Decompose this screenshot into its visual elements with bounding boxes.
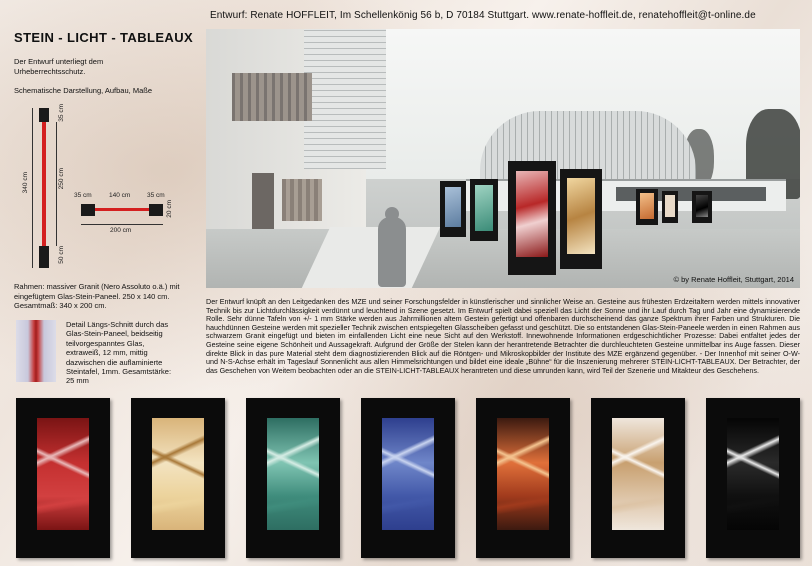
red-marble-stone-panel <box>37 418 89 530</box>
schematic-title: Schematische Darstellung, Aufbau, Maße <box>14 86 152 95</box>
section-right-block <box>149 204 163 216</box>
stele-top-block <box>39 108 49 122</box>
tableau-6 <box>591 398 685 558</box>
stele-bottom-block <box>39 246 49 268</box>
dim-top-35: 35 cm <box>58 104 65 122</box>
section-left-block <box>81 204 95 216</box>
scene-stele-4 <box>560 169 602 269</box>
dim-right-35: 35 cm <box>147 192 165 199</box>
description-text: Der Entwurf knüpft an den Leitgedanken des MZE und seiner Forschungsfelder in künstlerischer und sinnlicher Weise an. Gesteine aus frühesten Erdzeitaltern werden mittels innovativer Technik bis zur Lichtdurchlässigkeit verdünnt und leuchtend in Szene gesetzt. Im Entwurf spielt dabei speziell das Licht der Sonne und ihr Lauf durch Tag und Jahr eine dynamisierende Rolle. Sehr dünne Tafeln von +/- 1 mm Stärke werden aus Jahrmillionen altem Gestein gefertigt und offenbaren durchscheinend das ganze Spektrum ihrer Farben und Strukturen. Die hauchdünnen Gesteine werden mit spezieller Technik zwischen entspiegelten Glasscheiben gefasst und geschützt. Die so entstandenen Glas-Stein-Paneele werden in einen Rahmen aus schwarzem Granit eingefügt und bieten im einfallenden Licht eine neue Sicht auf den Werkstoff. Innewohnende Informationen erdgeschichtlicher Prozesse: Dabei entfaltet jedes der Gesteine seine eigene Schönheit und Aussagekraft. Aufgrund der Größe der Stelen kann der herantretende Betrachter die durchleuchteten Gesteine unmittelbar ins Auge fassen. Dieser direkte Blick in das pure Material steht dem diagnostizierenden Blick auf die Röntgen- und Mikroskopbilder der Institute des MZE ergänzend gegenüber. - Der Innenhof mit seiner O-W- und N-S-Achse erhält im Tageslauf Sonnenlicht aus allen Himmelsrichtungen und bildet eine ideale „Bühne“ für die Inszenierung mehrerer STEIN-LICHT-TABLEAUX. Der Betrachter, der das Geschehen von Weitem beobachten oder an die STEIN-LICHT-TABLEAUX herantreten und diese umrunden kann, wird Teil der Szenerie und Mitakteur des Geschehens. <box>206 297 800 375</box>
dim-bottom-50: 50 cm <box>58 246 65 264</box>
scene-stele-6 <box>662 191 678 223</box>
dim-depth-20: 20 cm <box>166 200 173 218</box>
sunset-onyx-stone-panel <box>497 418 549 530</box>
tableau-4 <box>361 398 455 558</box>
section-panel <box>95 208 149 211</box>
frame-description: Rahmen: massiver Granit (Nero Assoluto o.ä.) mit eingefügtem Glas-Stein-Paneel. 250 x 140 cm. Gesamtmaß: 340 x 200 cm. <box>14 282 180 310</box>
dim-center-140: 140 cm <box>109 192 131 199</box>
black-marble-stone-panel <box>727 418 779 530</box>
scene-stele-1 <box>440 181 466 237</box>
tableau-7 <box>706 398 800 558</box>
tableau-3 <box>246 398 340 558</box>
blue-sodalite-stone-panel <box>382 418 434 530</box>
scene-stele-3 <box>508 161 556 275</box>
detail-description: Detail Längs-Schnitt durch das Glas-Stein-Paneel, beidseitig teilvorgespanntes Glas, extraweiß, 12 mm, mittig dazwischen die auflaminierte Steintafel, 1mm. Gesamtstärke: 25 mm <box>66 320 172 386</box>
header-contact: Entwurf: Renate HOFFLEIT, Im Schellenkönig 56 b, D 70184 Stuttgart. www.renate-hoffleit.de, renatehoffleit@t-online.de <box>210 10 756 21</box>
dim-left-35: 35 cm <box>74 192 92 199</box>
stele-panel <box>42 122 46 246</box>
white-marble-stone-panel <box>612 418 664 530</box>
detail-section-image <box>16 320 56 382</box>
tableau-5 <box>476 398 570 558</box>
tableau-1 <box>16 398 110 558</box>
dim-mid-250: 250 cm <box>58 168 65 190</box>
copyright-note: Der Entwurf unterliegt dem Urheberrechtsschutz. <box>14 57 104 76</box>
schematic-drawing <box>14 100 204 280</box>
photo-credit: © by Renate Hoffleit, Stuttgart, 2014 <box>673 275 794 284</box>
person-silhouette <box>378 217 406 287</box>
courtyard-rendering <box>206 29 800 288</box>
scene-stele-2 <box>470 179 498 241</box>
scene-stele-7 <box>692 191 712 223</box>
scene-stele-5 <box>636 189 658 225</box>
dim-width-200: 200 cm <box>110 227 132 234</box>
page-title: STEIN - LICHT - TABLEAUX <box>14 30 194 45</box>
golden-onyx-stone-panel <box>152 418 204 530</box>
tableau-2 <box>131 398 225 558</box>
green-quartzite-stone-panel <box>267 418 319 530</box>
dim-total-340: 340 cm <box>22 172 29 194</box>
